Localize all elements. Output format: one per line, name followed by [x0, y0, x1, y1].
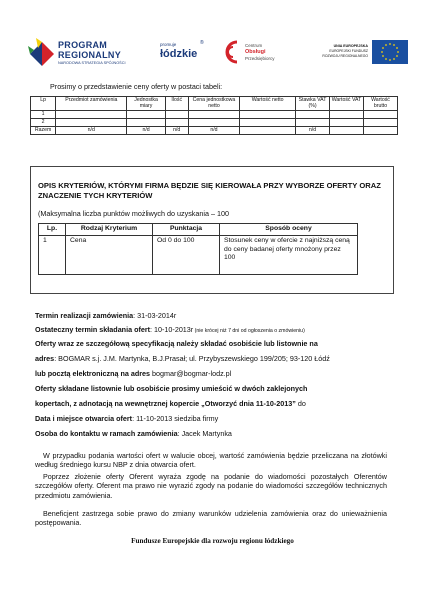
termin-line	[35, 311, 176, 320]
adres-line	[35, 354, 330, 363]
oferty2-line1: Oferty składane listownie lub osobiście prosimy umieścić w dwóch zaklejonych	[35, 384, 308, 393]
col-header: Wartość VAT	[330, 97, 364, 111]
criteria-title: OPIS KRYTERIÓW, KTÓRYMI FIRMA BĘDZIE SIĘ KIEROWAŁA PRZY WYBORZE OFERTY ORAZ ZNACZENIE TYCH KRYTERIÓW	[38, 181, 381, 200]
osoba-label: Osoba do kontaktu w ramach zamówienia	[35, 429, 178, 438]
table-cell: n/d	[127, 126, 165, 134]
price-table	[30, 96, 398, 135]
centrum-line1: Centrum	[245, 43, 263, 48]
col-header: Punktacja	[153, 224, 220, 236]
table-cell	[330, 118, 364, 126]
ostateczny-note: (nie krócej niż 7 dni od ogłoszenia o zmówieniu)	[193, 328, 305, 334]
table-cell	[127, 118, 165, 126]
col-header: Cena jednostkowa netto	[188, 97, 239, 111]
centrum-obslugi-logo	[225, 38, 295, 68]
table-cell: n/d	[165, 126, 188, 134]
table-row	[31, 110, 398, 118]
paragraph-reservation: Beneficjent zastrzega sobie prawo do zmiany warunków udzielenia zamówienia oraz do unieważnienia postępowania.	[35, 509, 387, 528]
otwarcie-value: : 11-10-2013 siedziba firmy	[132, 414, 219, 423]
osoba-line	[35, 429, 232, 438]
col-header: Jednostka miary	[127, 97, 165, 111]
program-line2: REGIONALNY	[58, 50, 122, 60]
table-cell	[330, 110, 364, 118]
table-cell	[296, 118, 330, 126]
col-header: Wartość netto	[240, 97, 296, 111]
otwarcie-line	[35, 414, 218, 423]
program-regionalny-emblem	[26, 36, 56, 68]
centrum-emblem-icon	[225, 40, 241, 64]
header-logos	[0, 0, 425, 76]
eu-line2: EUROPEJSKI FUNDUSZ	[329, 49, 368, 53]
osoba-value: : Jacek Martynka	[177, 429, 232, 438]
ostateczny-termin-line	[35, 325, 305, 334]
paragraph-consent: Poprzez złożenie oferty Oferent wyraża zgodę na podanie do wiadomości pozostałych Oferentów szczegółów oferty. Oferent ma prawo nie wyrazić zgody na podanie do wiadomości szczegółów technicznych przedmiotu zamówienia.	[35, 472, 387, 500]
col-header: Rodzaj Kryterium	[66, 224, 153, 236]
table-cell: 1	[31, 110, 56, 118]
table-cell: 1	[39, 235, 66, 274]
email-label: lub pocztą elektroniczną na adres	[35, 369, 151, 378]
table-row	[39, 235, 358, 274]
table-cell	[165, 110, 188, 118]
col-header: Stawka VAT (%)	[296, 97, 330, 111]
adres-label: adres	[35, 354, 55, 363]
table-cell	[56, 118, 127, 126]
footer-text: Fundusze Europejskie dla rozwoju regionu łódzkiego	[131, 537, 294, 545]
col-header: Ilość	[165, 97, 188, 111]
lodzkie-big-text: łódzkie	[160, 48, 198, 60]
table-cell: Od 0 do 100	[153, 235, 220, 274]
program-line1: PROGRAM	[58, 40, 108, 50]
eu-line1: UNIA EUROPEJSKA	[333, 44, 368, 48]
email-line	[35, 369, 231, 378]
table-cell	[363, 110, 397, 118]
oferty2-line2	[35, 399, 306, 408]
otwarcie-label: Data i miejsce otwarcia ofert	[35, 414, 133, 423]
col-header: Sposób oceny	[220, 224, 358, 236]
termin-label: Termin realizacji zamówienia	[35, 311, 134, 320]
table-cell: Razem	[31, 126, 56, 134]
eu-logo	[310, 40, 410, 68]
table-cell: Stosunek ceny w ofercie z najniższą ceną do ceny badanej oferty mnożony przez 100	[220, 235, 358, 274]
oferty2-line2-text: kopertach, z adnotacją na wewnętrznej kopercie „Otworzyć dnia 11-10-2013”	[35, 399, 296, 408]
criteria-box	[30, 166, 394, 294]
table-cell	[240, 118, 296, 126]
table-cell	[240, 110, 296, 118]
table-cell	[165, 118, 188, 126]
lodzkie-small-text: promuje	[160, 42, 177, 47]
table-cell: n/d	[56, 126, 127, 134]
price-table-header-row	[31, 97, 398, 111]
email-value[interactable]: bogmar@bogmar-lodz.pl	[150, 369, 232, 378]
col-header: Lp	[31, 97, 56, 111]
program-regionalny-logo	[26, 36, 156, 72]
table-cell	[296, 110, 330, 118]
eu-line3: ROZWOJU REGIONALNEGO	[322, 54, 368, 58]
table-cell: 2	[31, 118, 56, 126]
table-row	[31, 118, 398, 126]
table-cell: n/d	[188, 126, 239, 134]
program-line3: NARODOWA STRATEGIA SPÓJNOŚCI	[58, 61, 126, 65]
table-cell: n/d	[296, 126, 330, 134]
ostateczny-value: : 10-10-2013r	[150, 325, 194, 334]
table-cell	[188, 110, 239, 118]
eu-flag-icon	[372, 40, 408, 64]
oferty2-tail: do	[295, 399, 306, 408]
termin-value: : 31-03-2014r	[133, 311, 177, 320]
table-cell	[363, 118, 397, 126]
price-table-intro: Prosimy o przedstawienie ceny oferty w postaci tabeli:	[50, 82, 223, 91]
table-cell	[330, 126, 364, 134]
table-row-total	[31, 126, 398, 134]
paragraph-currency: W przypadku podania wartości ofert w walucie obcej, wartość zamówienia będzie przeliczana na złotówki według średniego kursu NBP z dnia otwarcia ofert.	[35, 451, 387, 470]
criteria-note: (Maksymalna liczba punktów możliwych do uzyskania – 100	[38, 209, 229, 218]
table-cell	[127, 110, 165, 118]
criteria-header-row	[39, 224, 358, 236]
registered-icon: ®	[200, 40, 204, 46]
lodzkie-logo	[158, 40, 206, 66]
table-cell	[240, 126, 296, 134]
ostateczny-label: Ostateczny termin składania ofert	[35, 325, 151, 334]
table-cell: Cena	[66, 235, 153, 274]
table-cell	[363, 126, 397, 134]
col-header: Lp.	[39, 224, 66, 236]
oferty-line1: Oferty wraz ze szczegółową specyfikacją należy składać osobiście lub listownie na	[35, 339, 318, 348]
centrum-line2: Obsługi	[245, 49, 266, 55]
table-cell	[56, 110, 127, 118]
col-header: Przedmiot zamówienia	[56, 97, 127, 111]
centrum-line3: Przedsiębiorcy	[245, 56, 275, 61]
criteria-table	[38, 223, 358, 275]
table-cell	[188, 118, 239, 126]
col-header: Wartość brutto	[363, 97, 397, 111]
adres-value: : BOGMAR s.j. J.M. Martynka, B.J.Prasał; ul. Przybyszewskiego 199/205; 93-120 Łódź	[54, 354, 330, 363]
